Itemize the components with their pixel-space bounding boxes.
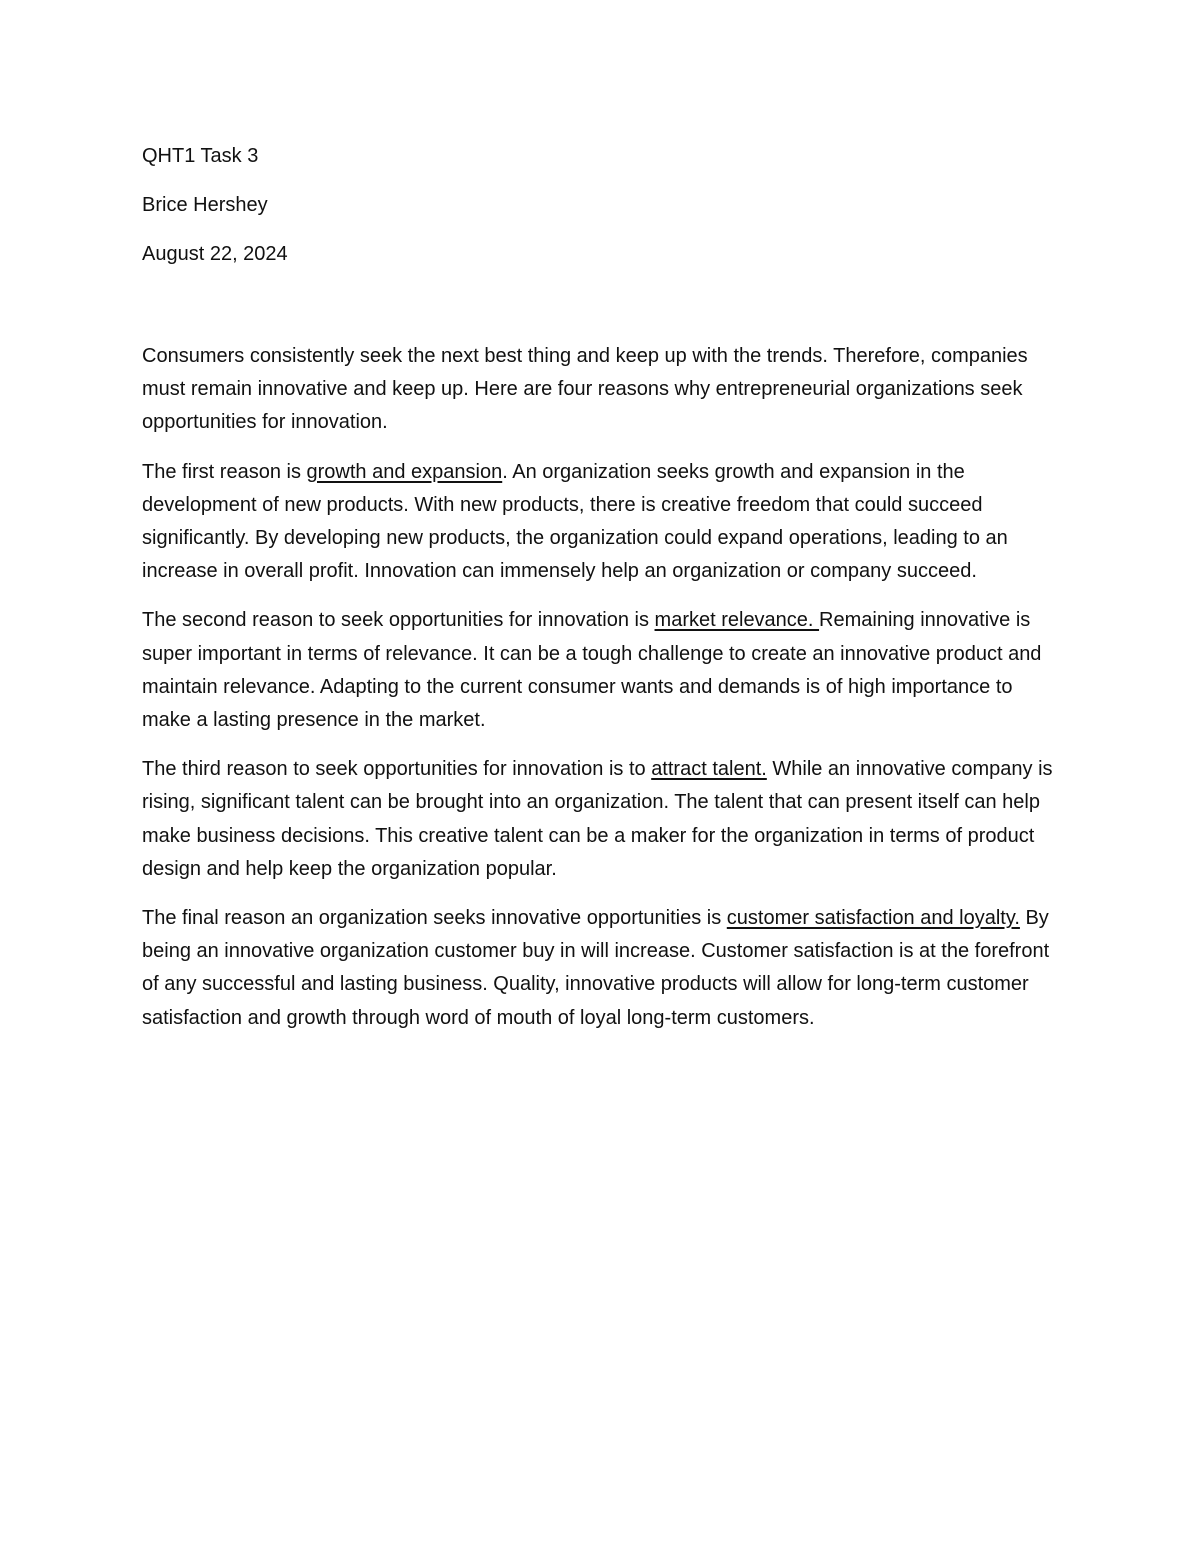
underlined-term: growth and expansion (306, 460, 503, 483)
document-body (142, 340, 1062, 1051)
paragraph-customer-satisfaction (142, 902, 1062, 1035)
paragraph-rest: By being an innovative organization customer buy in will increase. Customer satisfaction is at the forefront of any successful and lasting business. Quality, innovative products will allow for long-term customer satisfaction and growth through word of mouth of loyal long-term customers. (142, 907, 1050, 1029)
paragraph-market-relevance (142, 604, 1062, 737)
paragraph-lead: The third reason to seek opportunities for innovation is to (142, 758, 652, 781)
underlined-term: market relevance. (654, 609, 820, 632)
document-title: QHT1 Task 3 (142, 145, 259, 167)
paragraph-lead: The second reason to seek opportunities for innovation is (142, 609, 655, 632)
author-name: Brice Hershey (142, 194, 268, 216)
paragraph-rest: Remaining innovative is super important in terms of relevance. It can be a tough challenge to create an innovative product and maintain relevance. Adapting to the current consumer wants and demands is of high importance to make a lasting presence in the market. (142, 609, 1042, 732)
document-date: August 22, 2024 (142, 243, 288, 265)
paragraph-growth-and-expansion (142, 456, 1062, 589)
paragraph-lead: The first reason is (142, 460, 307, 483)
paragraph-rest: . An organization seeks growth and expansion in the development of new products. With new products, there is creative freedom that could succeed significantly. By developing new products, the organization could expand operations, leading to an increase in overall profit. Innovation can immensely help an organization or company succeed. (142, 460, 1008, 583)
paragraph-attract-talent (142, 753, 1062, 886)
paragraph-text: Consumers consistently seek the next best thing and keep up with the trends. Therefore, companies must remain innovative and keep up. Here are four reasons why entrepreneurial organizations seek opportunities for innovation. (142, 345, 1028, 434)
underlined-term: customer satisfaction and loyalty. (726, 907, 1020, 930)
underlined-term: attract talent. (651, 758, 767, 781)
intro-paragraph (142, 340, 1062, 440)
paragraph-lead: The final reason an organization seeks innovative opportunities is (142, 907, 727, 930)
paragraph-rest: While an innovative company is rising, significant talent can be brought into an organization. The talent that can present itself can help make business decisions. This creative talent can be a maker for the organization in terms of product design and help keep the organization popular. (142, 758, 1053, 880)
